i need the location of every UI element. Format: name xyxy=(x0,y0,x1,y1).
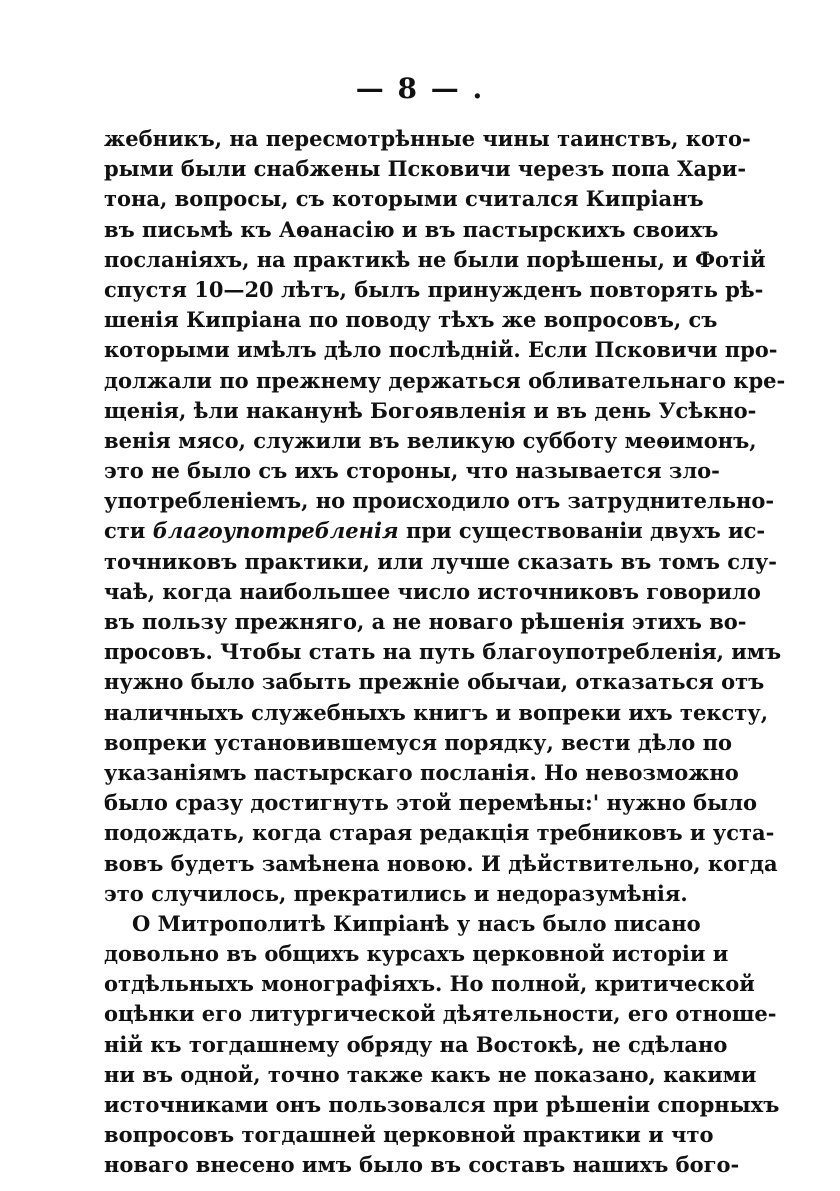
text-line: было сразу достигнуть этой перемѣны:' нужно было xyxy=(104,790,758,816)
text-line: въ письмѣ къ Аѳанасію и въ пастырскихъ своихъ xyxy=(104,216,719,242)
text-line: шенія Кипріана по поводу тѣхъ же вопросовъ, съ xyxy=(104,307,718,333)
text-line-with-italic xyxy=(104,516,766,546)
text-line: ній къ тогдашнему обряду на Востокѣ, не сдѣлано xyxy=(104,1031,728,1057)
text-line-paragraph-start: О Митрополитѣ Кипріанѣ у насъ было писано xyxy=(132,910,701,936)
text-line: указаніямъ пастырскаго посланія. Но невозможно xyxy=(104,759,739,785)
text-line-paragraph-end: это случилось, прекратились и недоразумѣнія. xyxy=(104,880,688,906)
text-line: новаго внесено имъ было въ составъ нашихъ бого- xyxy=(104,1152,740,1178)
text-line: въ пользу прежняго, а не новаго рѣшенія этихъ во- xyxy=(104,609,747,634)
text-line: вопреки установившемуся порядку, вести дѣло по xyxy=(104,729,732,755)
text-line: довольно въ общихъ курсахъ церковной исторіи и xyxy=(104,941,729,967)
text-fragment: при существованіи двухъ ис- xyxy=(405,518,766,544)
text-line: употребленіемъ, но происходило отъ затруднительно- xyxy=(104,488,775,514)
text-line: тона, вопросы, съ которыми считался Кипріанъ xyxy=(104,186,704,212)
text-line: вопросовъ тогдашней церковной практики и что xyxy=(104,1122,714,1148)
text-line: вовъ будетъ замѣнена новою. И дѣйствительно, когда xyxy=(104,850,778,876)
text-line: отдѣльныхъ монографіяхъ. Но полной, критической xyxy=(104,971,755,997)
text-line: жебникъ, на пересмотрѣнные чины таинствъ, кото- xyxy=(104,126,751,151)
text-fragment: сти xyxy=(104,518,146,544)
italic-emphasis: благоупотребленія xyxy=(152,518,399,544)
text-line: подождать, когда старая редакція требниковъ и уста- xyxy=(104,820,775,846)
text-line: ни въ одной, точно также какъ не показано, какими xyxy=(104,1061,757,1087)
text-line: рыми были снабжены Псковичи черезъ попа Хари- xyxy=(104,156,747,182)
text-line: щенія, ѣли наканунѣ Богоявленія и въ день Усѣкно- xyxy=(104,397,757,423)
text-line: просовъ. Чтобы стать на путь благоупотребленія, имъ xyxy=(104,639,782,665)
text-line: наличныхъ служебныхъ книгъ и вопреки ихъ тексту, xyxy=(104,699,769,725)
text-line: нужно было забыть прежніе обычаи, отказаться отъ xyxy=(104,669,765,695)
text-line: которыми имѣлъ дѣло послѣдній. Если Псковичи про- xyxy=(104,337,778,363)
text-line: должали по прежнему держаться обливательнаго кре- xyxy=(104,367,786,393)
text-line: спустя 10—20 лѣтъ, былъ принужденъ повторять рѣ- xyxy=(104,276,764,302)
text-line: посланіяхъ, на практикѣ не были порѣшены, и Фотій xyxy=(104,246,766,272)
text-line: это не было съ ихъ стороны, что называется зло- xyxy=(104,458,720,484)
text-line: оцѣнки его литургической дѣятельности, его отноше- xyxy=(104,1001,777,1027)
text-block xyxy=(104,124,786,1181)
text-line: чаѣ, когда наибольшее число источниковъ говорило xyxy=(104,578,761,604)
text-line: источниками онъ пользовался при рѣшеніи спорныхъ xyxy=(104,1092,780,1117)
text-line: венія мясо, служили въ великую субботу меѳимонъ, xyxy=(104,427,757,453)
page-number: — 8 — . xyxy=(355,72,485,105)
text-line: точниковъ практики, или лучше сказать въ томъ слу- xyxy=(104,548,778,574)
